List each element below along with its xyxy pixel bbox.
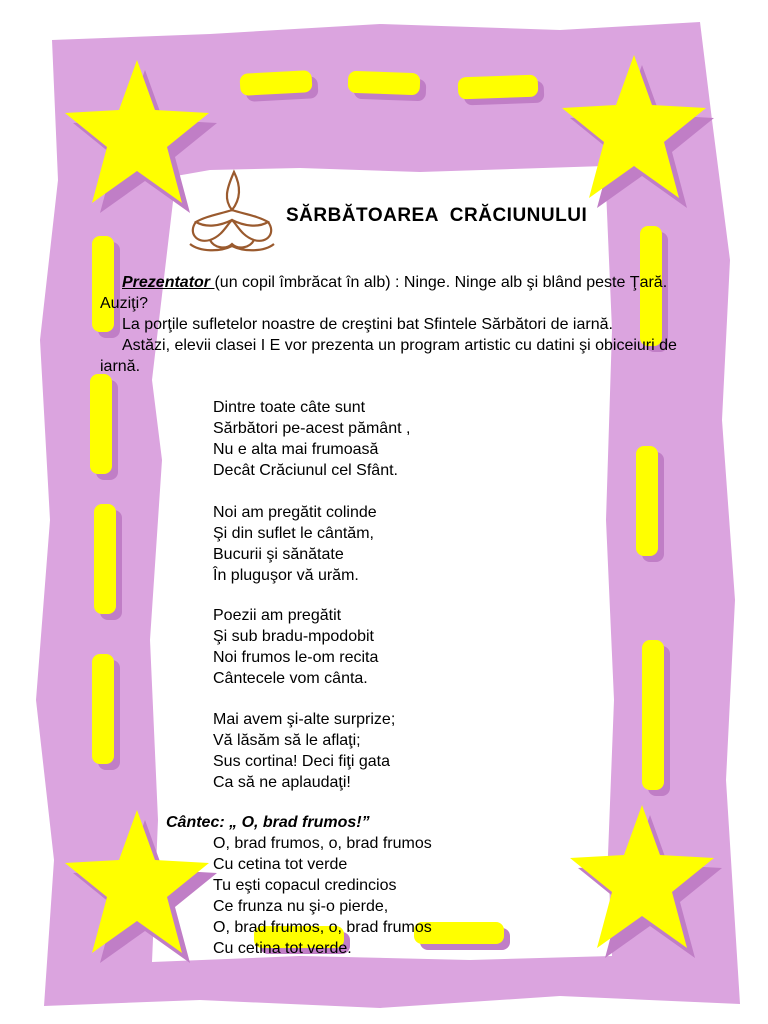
intro-line: Astăzi, elevii clasei I E vor prezenta un program artistic cu datini şi obiceiuri de iarnă.: [100, 337, 677, 375]
poem-line: Vă lăsăm să le aflaţi;: [213, 732, 361, 749]
intro-text: (un copil îmbrăcat în alb) : Ninge. Ninge alb şi blând peste Ţară. Auziţi?: [100, 274, 668, 312]
intro-line: La porţile sufletelor noastre de creştini bat Sfintele Sărbători de iarnă.: [122, 316, 613, 333]
poem-line: Dintre toate câte sunt: [213, 399, 366, 416]
poem-line: Sus cortina! Deci fiţi gata: [213, 753, 390, 770]
song-line: Cu cetina tot verde.: [213, 940, 352, 957]
stanza: [213, 605, 378, 689]
song-line: Ce frunza nu şi-o pierde,: [213, 898, 389, 915]
poem-line: În pluguşor vă urăm.: [213, 567, 359, 584]
poem-line: Sărbători pe-acest pământ ,: [213, 420, 411, 437]
song-line: O, brad frumos, o, brad frumos: [213, 919, 432, 936]
poem-line: Noi am pregătit colinde: [213, 504, 377, 521]
song-line: O, brad frumos, o, brad frumos: [213, 835, 432, 852]
song-title: Cântec: „ O, brad frumos!”: [166, 814, 370, 831]
poem-line: Cântecele vom cânta.: [213, 670, 368, 687]
poem-line: Şi din suflet le cântăm,: [213, 525, 374, 542]
page-title: SĂRBĂTOAREA CRĂCIUNULUI: [286, 205, 588, 226]
poem-line: Ca să ne aplaudaţi!: [213, 774, 351, 791]
poem-line: Decât Crăciunul cel Sfânt.: [213, 462, 398, 479]
poem-line: Nu e alta mai frumoasă: [213, 441, 379, 458]
song-line: Tu eşti copacul credincios: [213, 877, 397, 894]
stanza: [213, 502, 377, 586]
song-line: Cu cetina tot verde: [213, 856, 348, 873]
presenter-label: Prezentator: [122, 274, 215, 291]
song-lyrics: [213, 833, 432, 959]
poem-line: Noi frumos le-om recita: [213, 649, 379, 666]
stanza: [213, 397, 410, 481]
poem-line: Şi sub bradu-mpodobit: [213, 628, 374, 645]
intro-paragraph: [100, 272, 700, 377]
poem-line: Poezii am pregătit: [213, 607, 342, 624]
intro-line: [100, 272, 700, 314]
stanza: [213, 709, 395, 793]
poem-line: Bucurii şi sănătate: [213, 546, 344, 563]
poem-line: Mai avem şi-alte surprize;: [213, 711, 396, 728]
